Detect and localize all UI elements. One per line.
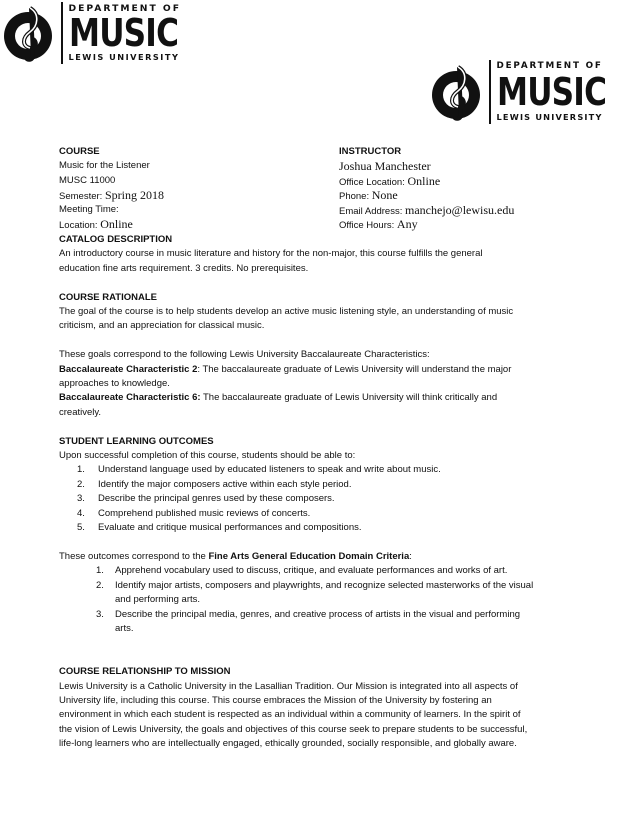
location-label: Location: xyxy=(59,219,101,231)
list-item-text: Understand language used by educated listeners to speak and write about music. xyxy=(98,464,441,476)
list-item xyxy=(59,492,589,506)
office-hours-value: Any xyxy=(396,216,418,231)
phone-value: None xyxy=(371,188,398,203)
logo-department-text: DEPARTMENT OF xyxy=(496,61,603,71)
course-location xyxy=(59,217,329,231)
list-item xyxy=(59,564,589,578)
course-meeting-time: Meeting Time: xyxy=(59,203,119,215)
email-value[interactable]: manchejo@lewisu.edu xyxy=(405,202,515,217)
characteristic-2 xyxy=(59,363,589,377)
instructor-heading: INSTRUCTOR xyxy=(339,146,402,157)
instructor-office-hours xyxy=(339,217,619,231)
logo-department-text: DEPARTMENT OF xyxy=(68,3,181,14)
office-location-value: Online xyxy=(407,173,441,188)
instructor-office-location xyxy=(339,174,619,188)
department-logo-top xyxy=(2,2,202,64)
logo-divider xyxy=(61,2,63,64)
mission-text-line: the vision of Lewis University, the goals and objectives of this course seek to prepare students to be successful, xyxy=(59,723,528,735)
list-number: 2. xyxy=(77,478,85,490)
rationale-text-line: criticism, and an appreciation for classical music. xyxy=(59,320,265,332)
location-value: Online xyxy=(100,216,133,231)
list-number: 3. xyxy=(77,493,85,505)
syllabus-body xyxy=(59,233,589,752)
characteristic-6-text: The baccalaureate graduate of Lewis University will think critically and xyxy=(200,392,498,404)
instructor-phone xyxy=(339,188,619,202)
list-number: 2. xyxy=(96,579,104,591)
list-item-text: Describe the principal genres used by these composers. xyxy=(98,493,335,505)
list-number: 3. xyxy=(96,608,104,620)
outcomes-intro: Upon successful completion of this course, students should be able to: xyxy=(59,450,356,462)
office-hours-label: Office Hours: xyxy=(339,219,397,231)
list-item-text-continued: and performing arts. xyxy=(115,594,201,606)
logo-music-text: MUSIC xyxy=(68,11,178,55)
list-number: 1. xyxy=(77,464,85,476)
list-item xyxy=(59,478,589,492)
course-title: Music for the Listener xyxy=(59,160,150,172)
list-item xyxy=(59,507,589,521)
list-item xyxy=(59,608,589,637)
list-item-text-continued: arts. xyxy=(115,622,134,634)
office-location-label: Office Location: xyxy=(339,176,408,188)
criteria-intro-bold: Fine Arts General Education Domain Criteria xyxy=(208,550,410,562)
logo-music-text: MUSIC xyxy=(496,70,606,114)
list-item-text: Identify the major composers active within each style period. xyxy=(98,478,352,490)
outcomes-heading: STUDENT LEARNING OUTCOMES xyxy=(59,435,214,447)
semester-value: Spring 2018 xyxy=(104,188,164,203)
mission-text-line: Lewis University is a Catholic University in the Lasallian Tradition. Our Mission is integrated into all aspects of xyxy=(59,680,518,692)
instructor-info xyxy=(339,145,619,231)
semester-label: Semester: xyxy=(59,191,105,203)
course-semester xyxy=(59,188,329,202)
characteristic-2-text: : The baccalaureate graduate of Lewis University will understand the major xyxy=(197,363,512,375)
rationale-heading: COURSE RATIONALE xyxy=(59,291,157,303)
catalog-text-line: education fine arts requirement. 3 credits. No prerequisites. xyxy=(59,262,309,274)
characteristic-2-continued: approaches to knowledge. xyxy=(59,378,170,390)
treble-clef-icon xyxy=(2,4,56,62)
characteristic-6 xyxy=(59,391,589,405)
rationale-text-line: The goal of the course is to help students develop an active music listening style, an understanding of music xyxy=(59,306,514,318)
list-item xyxy=(59,521,589,535)
phone-label: Phone: xyxy=(339,191,372,203)
list-item-text: Comprehend published music reviews of concerts. xyxy=(98,507,311,519)
list-number: 1. xyxy=(96,565,104,577)
list-number: 5. xyxy=(77,522,85,534)
mission-heading: COURSE RELATIONSHIP TO MISSION xyxy=(59,666,231,678)
email-label: Email Address: xyxy=(339,205,405,217)
logo-university-text: LEWIS UNIVERSITY xyxy=(496,112,603,122)
course-info xyxy=(59,145,329,231)
characteristic-6-label: Baccalaureate Characteristic 6: xyxy=(59,392,201,404)
catalog-heading: CATALOG DESCRIPTION xyxy=(59,234,173,245)
mission-text-line: life-long learners who are intellectually engaged, ethically grounded, socially responsible, and globally aware. xyxy=(59,738,517,750)
course-code: MUSC 11000 xyxy=(59,174,116,186)
characteristic-2-label: Baccalaureate Characteristic 2 xyxy=(59,363,198,375)
criteria-intro xyxy=(59,550,589,564)
criteria-intro-colon: : xyxy=(409,550,412,562)
characteristics-intro: These goals correspond to the following Lewis University Baccalaureate Characteristics: xyxy=(59,349,430,361)
list-number: 4. xyxy=(77,507,85,519)
mission-text-line: environment in which each student is respected as an individual within a community of learners. In the spirit of xyxy=(59,709,521,721)
catalog-text-line: An introductory course in music literature and history for the non-major, this course fulfills the general xyxy=(59,248,483,260)
instructor-name: Joshua Manchester xyxy=(339,159,431,174)
outcomes-list xyxy=(59,463,589,535)
list-item-text: Apprehend vocabulary used to discuss, critique, and evaluate performances and works of art. xyxy=(115,565,508,577)
criteria-intro-text: These outcomes correspond to the xyxy=(59,550,209,562)
criteria-list xyxy=(59,564,589,636)
logo-divider xyxy=(489,60,491,124)
list-item-text: Evaluate and critique musical performances and compositions. xyxy=(98,522,362,534)
list-item xyxy=(59,463,589,477)
list-item xyxy=(59,579,589,608)
list-item-text: Describe the principal media, genres, and creative process of artists in the visual and performing xyxy=(115,608,521,620)
characteristic-6-continued: creatively. xyxy=(59,406,102,418)
instructor-email xyxy=(339,203,619,217)
treble-clef-icon xyxy=(430,63,484,121)
department-logo-right xyxy=(430,60,630,124)
logo-university-text: LEWIS UNIVERSITY xyxy=(68,52,180,62)
list-item-text: Identify major artists, composers and playwrights, and recognize selected masterworks of the visual xyxy=(115,579,534,591)
course-heading: COURSE xyxy=(59,146,100,157)
mission-text-line: University life, including this course. This course embraces the Mission of the University by fostering an xyxy=(59,694,492,706)
